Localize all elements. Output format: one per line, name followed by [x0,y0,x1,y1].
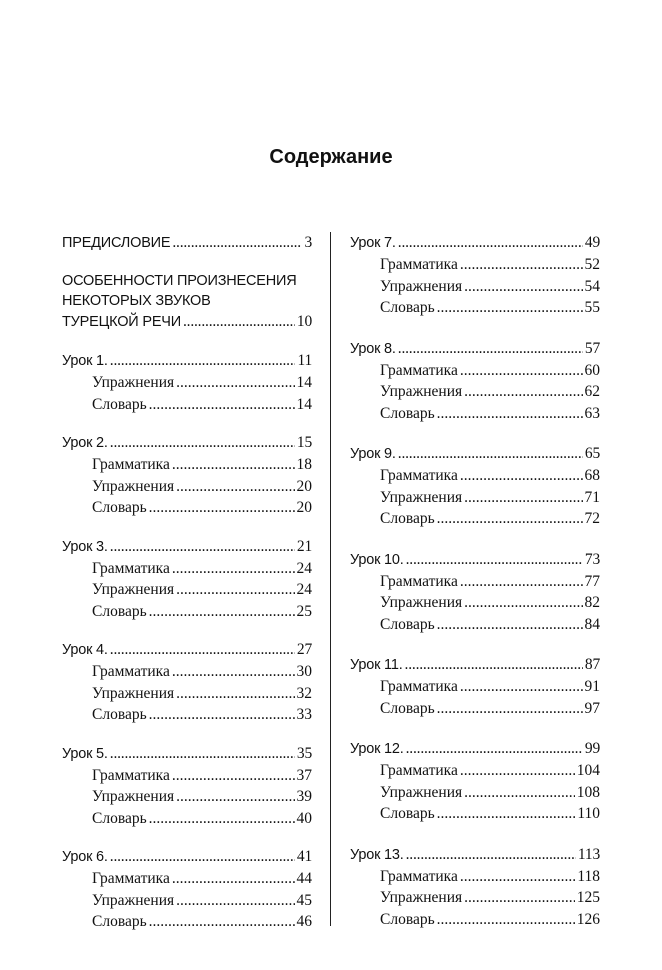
toc-page-number: 24 [296,581,312,598]
toc-entry-label: Упражнения [92,374,175,391]
toc-entry-label-line: НЕКОТОРЫХ ЗВУКОВ [62,293,211,309]
toc-subsection-entry[interactable] [350,760,600,782]
toc-entry-label: Грамматика [380,256,458,273]
dot-leader [460,465,583,487]
dot-leader [437,698,583,720]
toc-chapter-entry[interactable] [350,549,600,571]
toc-subsection-entry[interactable] [62,786,312,808]
toc-page-number: 110 [577,805,600,822]
dot-leader [110,432,295,454]
toc-chapter-entry[interactable] [350,232,600,254]
toc-entry-label: Словарь [380,404,435,422]
column-divider [330,232,331,926]
toc-subsection-entry[interactable] [350,866,600,888]
page-title: Содержание [269,146,393,168]
toc-entry-label: Урок 2. [62,435,108,451]
toc-page-number: 32 [296,684,312,702]
toc-group [62,743,312,830]
toc-subsection-entry[interactable] [350,403,600,425]
toc-subsection-entry[interactable] [350,465,600,487]
toc-entry-label: Грамматика [92,559,170,577]
toc-subsection-entry[interactable] [62,868,312,890]
toc-group [62,846,312,933]
toc-chapter-entry[interactable] [62,639,312,661]
dot-leader [149,911,295,933]
toc-entry-label: Словарь [92,499,147,516]
toc-entry-label: Грамматика [92,870,170,887]
dot-leader [464,487,582,509]
dot-leader [460,571,583,593]
toc-page-number: 20 [296,499,312,516]
toc-page-number: 52 [584,256,600,273]
toc-subsection-entry[interactable] [62,372,312,394]
dot-leader [176,372,294,394]
dot-leader [460,760,575,782]
toc-page-number: 39 [296,788,312,805]
toc-page-number: 20 [296,477,312,495]
toc-entry-label: Словарь [380,805,435,822]
toc-subsection-entry[interactable] [62,394,312,416]
dot-leader [398,232,583,254]
toc-subsection-entry[interactable] [350,803,600,825]
toc-entry-label: Словарь [92,913,147,930]
toc-group [350,654,600,719]
toc-chapter-entry[interactable] [350,844,600,866]
toc-subsection-entry[interactable] [62,601,312,623]
dot-leader [464,887,575,909]
toc-subsection-entry[interactable] [350,614,600,636]
dot-leader [460,676,583,698]
toc-chapter-entry[interactable] [62,536,312,558]
dot-leader [149,704,295,726]
toc-page-number: 87 [584,656,600,673]
toc-page-number: 10 [296,313,312,330]
toc-page-number: 24 [296,559,312,577]
toc-entry-label: Упражнения [92,684,175,702]
toc-entry-label: Урок 5. [62,745,108,762]
toc-group [350,549,600,636]
toc-subsection-entry[interactable] [62,683,312,705]
toc-entry-label: Урок 1. [62,353,108,369]
toc-entry-label: Урок 12. [350,741,404,757]
toc-entry-label: Грамматика [380,867,458,885]
dot-leader [437,403,583,425]
toc-page-number: 54 [584,277,600,295]
toc-entry-label: ТУРЕЦКОЙ РЕЧИ [62,314,181,330]
dot-leader [437,803,576,825]
toc-page-number: 49 [584,234,600,251]
toc-entry-label: Словарь [92,706,147,723]
toc-page-number: 30 [296,663,312,680]
toc-page-number: 27 [296,641,312,658]
dot-leader [460,866,575,888]
toc-group [62,271,312,333]
toc-entry-label: ПРЕДИСЛОВИЕ [62,235,171,251]
toc-subsection-entry[interactable] [350,592,600,614]
toc-subsection-entry[interactable] [350,909,600,931]
toc-subsection-entry[interactable] [62,476,312,498]
toc-page-number: 108 [576,783,600,801]
dot-leader [172,558,295,580]
toc-left-column [62,232,312,950]
toc-subsection-entry[interactable] [62,661,312,683]
toc-group [62,432,312,519]
dot-leader [437,297,583,319]
toc-page-number: 14 [296,395,312,413]
toc-right-column [350,232,600,949]
toc-page-number: 99 [584,740,600,757]
toc-entry-label: Грамматика [380,361,458,379]
dot-leader [406,844,576,866]
toc-entry-label: Словарь [380,510,435,527]
toc-entry-label: Словарь [380,910,435,928]
toc-entry-label: Грамматика [380,572,458,590]
toc-page-number: 97 [584,699,600,717]
toc-chapter-entry[interactable] [62,232,312,254]
toc-page-number: 62 [584,383,600,400]
toc-chapter-entry[interactable] [62,743,312,765]
toc-entry-label: Словарь [92,809,147,827]
toc-subsection-entry[interactable] [62,579,312,601]
dot-leader [149,394,295,416]
dot-leader [110,350,296,372]
toc-entry-label: Урок 11. [350,657,403,673]
toc-chapter-entry[interactable] [350,738,600,760]
toc-entry-label: Упражнения [92,581,175,598]
toc-subsection-entry[interactable] [350,276,600,298]
dot-leader [464,276,582,298]
toc-group [350,443,600,530]
toc-group [350,338,600,425]
toc-entry-label: Упражнения [92,891,175,909]
toc-entry-label: Грамматика [380,467,458,484]
toc-page-number: 35 [296,744,312,762]
toc-page-number: 14 [296,374,312,391]
toc-subsection-entry[interactable] [62,704,312,726]
dot-leader [437,508,583,530]
toc-entry-label: Упражнения [380,594,463,611]
toc-subsection-entry[interactable] [350,487,600,509]
toc-page-number: 91 [584,678,600,695]
toc-page-number: 60 [584,361,600,379]
dot-leader [437,909,575,931]
dot-leader [176,579,294,601]
toc-page-number: 84 [584,615,600,633]
toc-page-number: 44 [296,870,312,887]
toc-subsection-entry[interactable] [350,381,600,403]
toc-page-number: 15 [296,434,312,451]
dot-leader [149,601,295,623]
dot-leader [149,808,295,830]
toc-subsection-entry[interactable] [350,297,600,319]
toc-entry-label: Грамматика [380,762,458,779]
toc-group [350,232,600,319]
toc-page-number: 104 [576,762,600,779]
toc-page-number: 82 [584,594,600,611]
toc-page-number: 65 [584,445,600,462]
toc-page-number: 72 [584,510,600,527]
toc-chapter-entry[interactable] [350,654,600,676]
toc-entry-label: Словарь [92,395,147,413]
dot-leader [464,782,575,804]
toc-subsection-entry[interactable] [62,497,312,519]
toc-group [62,350,312,415]
toc-page-number: 41 [296,848,312,865]
dot-leader [398,338,583,360]
toc-subsection-entry[interactable] [350,571,600,593]
dot-leader [406,738,583,760]
toc-entry-label: Упражнения [380,783,463,801]
dot-leader [172,232,302,254]
dot-leader [405,654,583,676]
toc-subsection-entry[interactable] [62,808,312,830]
toc-entry-label: Урок 13. [350,846,404,863]
toc-entry-label: Урок 7. [350,235,396,251]
toc-page-number: 113 [577,845,600,863]
toc-page-number: 45 [296,891,312,909]
toc-page-number: 33 [296,706,312,723]
toc-page-number: 18 [296,456,312,473]
dot-leader [110,536,295,558]
toc-page-number: 68 [584,467,600,484]
dot-leader [172,661,295,683]
dot-leader [437,614,583,636]
dot-leader [110,846,295,868]
toc-entry-label: Упражнения [92,788,175,805]
toc-page-number: 37 [296,766,312,784]
toc-group [62,639,312,726]
dot-leader [464,592,582,614]
toc-subsection-entry[interactable] [350,887,600,909]
dot-leader [398,443,583,465]
toc-group [350,738,600,825]
dot-leader [176,683,294,705]
toc-chapter-entry[interactable] [350,338,600,360]
toc-page-number: 57 [584,339,600,357]
toc-page-number: 55 [584,299,600,316]
toc-subsection-entry[interactable] [350,360,600,382]
toc-subsection-entry[interactable] [62,558,312,580]
toc-entry-label: Грамматика [92,456,170,473]
dot-leader [172,765,295,787]
dot-leader [172,454,295,476]
toc-subsection-entry[interactable] [350,254,600,276]
dot-leader [183,311,295,333]
toc-chapter-entry[interactable] [62,311,312,333]
dot-leader [176,890,294,912]
toc-entry-label: Словарь [92,602,147,620]
toc-entry-multiline [62,271,312,311]
toc-subsection-entry[interactable] [350,508,600,530]
toc-page-number: 126 [576,910,600,928]
toc-entry-label: Упражнения [380,889,463,906]
dot-leader [460,360,583,382]
toc-entry-label-line: ОСОБЕННОСТИ ПРОИЗНЕСЕНИЯ [62,273,297,289]
toc-subsection-entry[interactable] [62,454,312,476]
toc-subsection-entry[interactable] [62,890,312,912]
toc-page-number: 73 [584,550,600,568]
toc-page-number: 21 [296,537,312,555]
toc-entry-label: Упражнения [92,477,175,495]
toc-chapter-entry[interactable] [350,443,600,465]
dot-leader [172,868,295,890]
toc-subsection-entry[interactable] [350,782,600,804]
toc-page-number: 46 [296,913,312,930]
toc-page-number: 11 [297,352,312,369]
toc-group [350,844,600,931]
toc-entry-label: Урок 3. [62,538,108,555]
toc-group [62,232,312,254]
dot-leader [464,381,582,403]
toc-page-number: 25 [296,602,312,620]
dot-leader [460,254,583,276]
toc-entry-label: Грамматика [92,663,170,680]
toc-page-number: 40 [296,809,312,827]
toc-entry-label: Словарь [380,699,435,717]
toc-entry-label: Урок 4. [62,642,108,658]
toc-subsection-entry[interactable] [350,676,600,698]
toc-entry-label: Упражнения [380,383,463,400]
toc-page-number: 63 [584,404,600,422]
toc-chapter-entry[interactable] [62,350,312,372]
toc-chapter-entry[interactable] [62,432,312,454]
toc-subsection-entry[interactable] [62,911,312,933]
toc-entry-label: Урок 8. [350,340,396,357]
toc-entry-label: Грамматика [380,678,458,695]
toc-entry-label: Упражнения [380,488,463,506]
toc-entry-label: Урок 6. [62,849,108,865]
toc-entry-label: Грамматика [92,766,170,784]
dot-leader [149,497,295,519]
dot-leader [406,549,583,571]
toc-page-number: 3 [304,234,312,251]
toc-page-number: 77 [584,572,600,590]
toc-group [62,536,312,623]
toc-page-number: 125 [576,889,600,906]
toc-entry-label: Урок 10. [350,551,404,568]
toc-subsection-entry[interactable] [62,765,312,787]
toc-entry-label: Урок 9. [350,446,396,462]
dot-leader [110,743,295,765]
toc-entry-label: Словарь [380,299,435,316]
toc-subsection-entry[interactable] [350,698,600,720]
dot-leader [176,786,294,808]
dot-leader [110,639,295,661]
toc-chapter-entry[interactable] [62,846,312,868]
toc-entry-label: Упражнения [380,277,463,295]
toc-page-number: 118 [577,867,600,885]
dot-leader [176,476,294,498]
toc-entry-label: Словарь [380,615,435,633]
toc-page-number: 71 [584,488,600,506]
